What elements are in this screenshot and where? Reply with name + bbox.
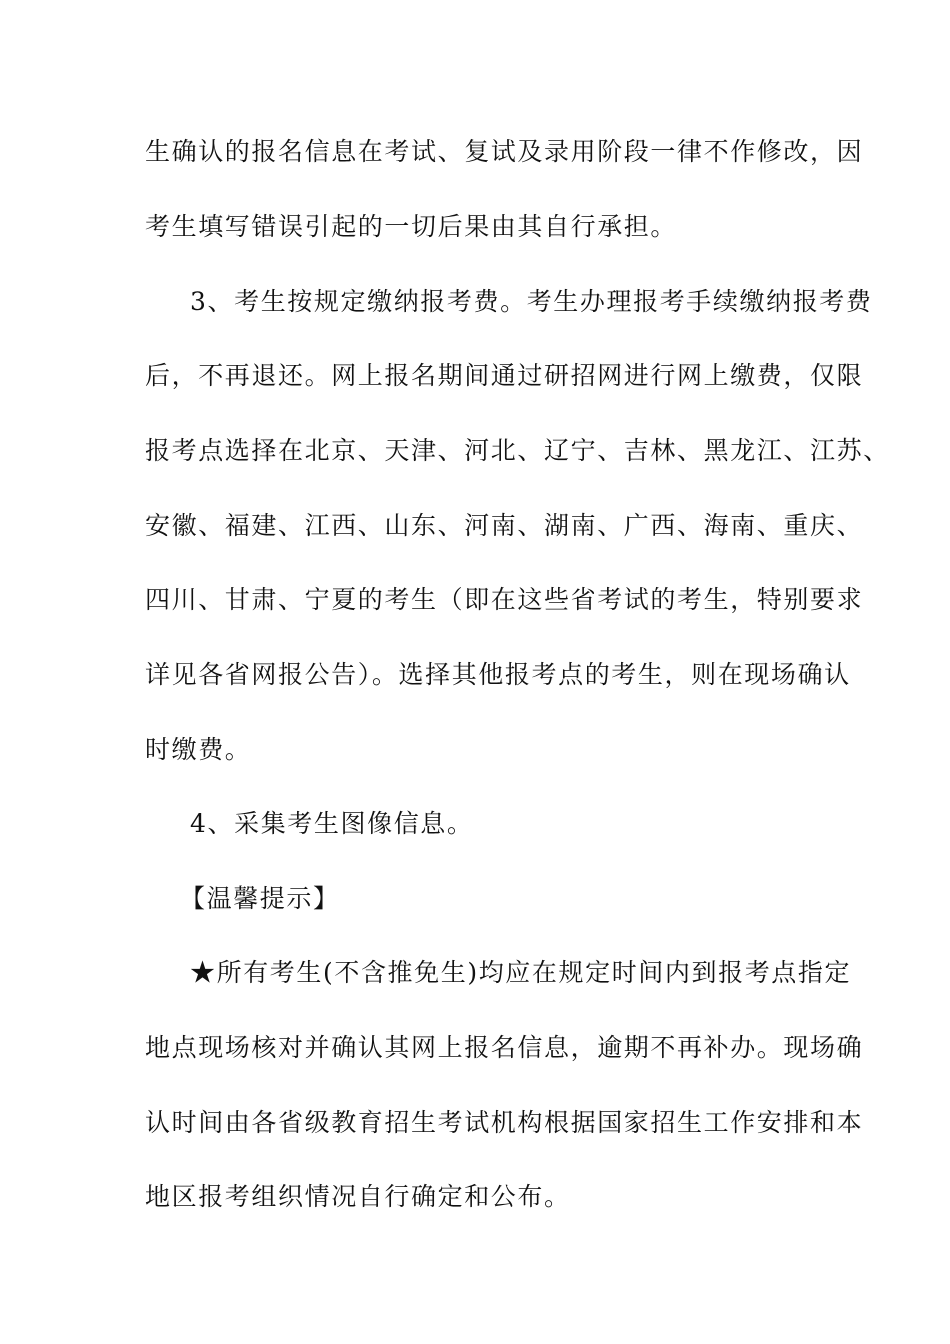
tip-paragraph-line: ★所有考生(不含推免生)均应在规定时间内到报考点指定 — [190, 958, 852, 987]
paragraph-item-4-line: 4、采集考生图像信息。 — [190, 809, 474, 838]
text-line: 地点现场核对并确认其网上报名信息，逾期不再补办。现场确 — [145, 1033, 864, 1062]
text-line: 详见各省网报公告）。选择其他报考点的考生，则在现场确认 — [145, 660, 851, 689]
text-line: 报考点选择在北京、天津、河北、辽宁、吉林、黑龙江、江苏、 — [145, 436, 890, 465]
text-line: 时缴费。 — [145, 735, 252, 764]
tip-heading: 【温馨提示】 — [180, 884, 340, 913]
paragraph-item-3-line: 3、考生按规定缴纳报考费。考生办理报考手续缴纳报考费 — [190, 287, 873, 316]
text-line: 生确认的报名信息在考试、复试及录用阶段一律不作修改，因 — [145, 137, 864, 166]
text-line: 后，不再退还。网上报名期间通过研招网进行网上缴费，仅限 — [145, 361, 864, 390]
text-line: 安徽、福建、江西、山东、河南、湖南、广西、海南、重庆、 — [145, 511, 864, 540]
text-line: 考生填写错误引起的一切后果由其自行承担。 — [145, 212, 678, 241]
text-line: 四川、甘肃、宁夏的考生（即在这些省考试的考生，特别要求 — [145, 585, 864, 614]
text-line: 地区报考组织情况自行确定和公布。 — [145, 1182, 571, 1211]
text-line: 认时间由各省级教育招生考试机构根据国家招生工作安排和本 — [145, 1108, 864, 1137]
